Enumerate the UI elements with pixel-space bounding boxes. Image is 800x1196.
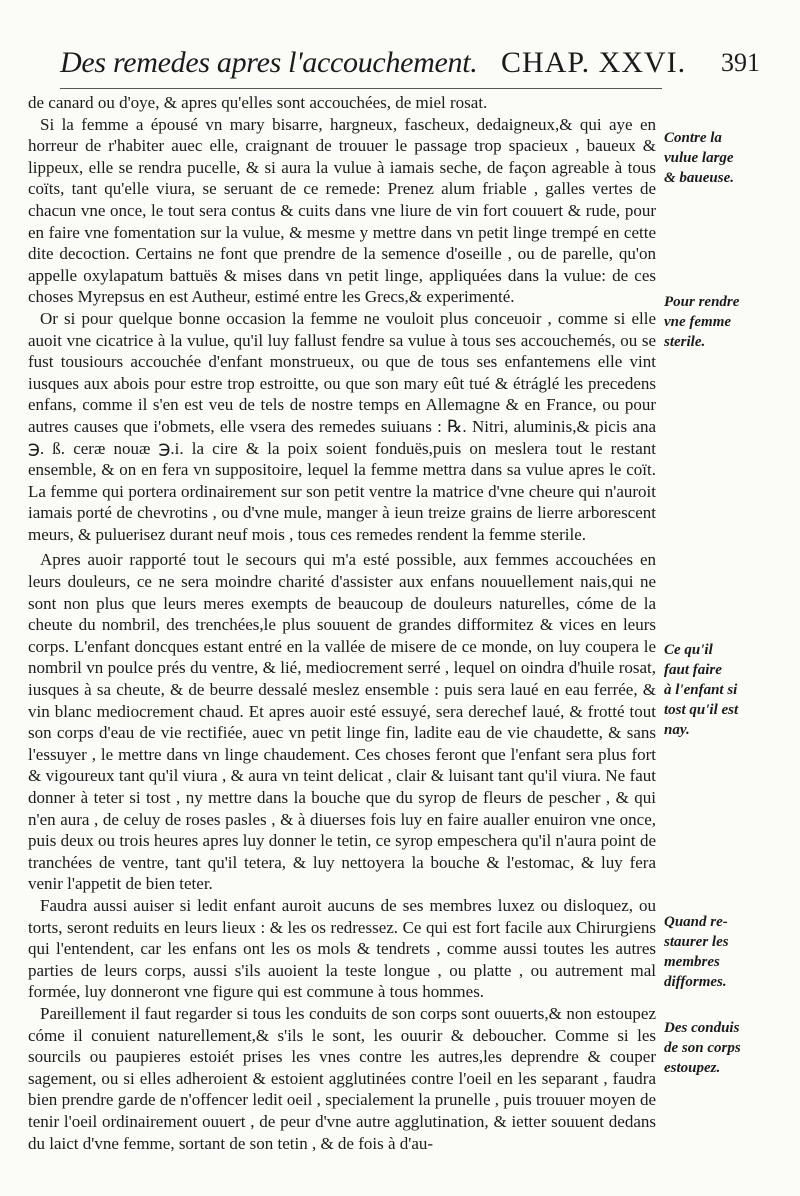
paragraph-newborn-care: Apres auoir rapporté tout le secours qui m'a esté possible, aux femmes accouchées en leurs douleurs, ce ne sera moindre charité d'assister aux enfans nouuellement nais,qui ne sont non plus que leurs meres exempts de beaucoup de douleurs naturelles, cóme de la cheute du nombril, des trenchées,le plus souuent de grandes difformitez & vices en leurs corps. L'enfant doncques estant entré en la vallée de misere de ce monde, on luy coupera le nombril vn poulce prés du ventre, & lié, mediocrement serré , lequel on oindra d'huile rosat, iusques à sa cheute, & de beurre dessalé meslez ensemble : puis sera laué en eau ferrée, & vin blanc mediocrement chaud. Et apres auoir esté essuyé, sera derechef laué, & frotté tout son corps d'eau de vie rectifiée, auec vn petit linge fin, ladite eau de vie chaudette, & sans l'essuyer , le mettre dans vn linge chaudement. Ces choses feront que l'enfant sera plus fort & vigoureux tant qu'il viura , & aura vn teint delicat , clair & luisant tant qu'il viura. Ne faut donner à teter si tost , ny mettre dans la bouche que du syrop de fleurs de pescher , & qui n'en aura , de celuy de roses pasles , & à diuerses fois luy en faire aualler enuiron vne once, puis deux ou trois heures apres luy donner le tetin, ce syrop empeschera qu'il n'aura point de tranchées de ventre, tant qu'il tetera, & luy nettoyera la bouche & l'estomac, & luy fera venir l'appetit de bien teter. [28, 550, 656, 894]
paragraph-sterile: Or si pour quelque bonne occasion la femme ne vouloit plus conceuoir , comme si elle auoit vne cicatrice à la vulue, qu'il luy fallust fendre sa vulue à tous ses accouchemés, ou se fust tousiours accouchée d'enfant monstrueux, ou que de tous ses enfantemens elle vint iusques aux abois pour estre trop estroitte, ou que son mary eût tué & étráglé les precedens enfans, comme il s'en est veu de tels de nostre temps en Allemagne & en France, ou pour autres causes que i'obmets, elle vsera des remedes suiuans : ℞. Nitri, aluminis,& picis ana ℈. ß. ceræ nouæ ℈.i. la cire & la poix soient fonduës,puis on meslera tout le restant ensemble, & on en fera vn suppositoire, lequel la femme mettra dans sa vulue apres le coït. La femme qui portera ordinairement sur son petit ventre la matrice d'vne cheure qui n'auroit iamais porté de chevrotins , ou d'vne mule, manger à ieun treize grains de lierre arborescent meurs, & puluerisez durant neuf mois , tous ces remedes rendent la femme sterile. [28, 308, 656, 544]
main-text [28, 92, 656, 1154]
margin-note-vulue: Contre la vulue large & baueuse. [664, 130, 735, 186]
header-rule [60, 88, 662, 89]
paragraph-pucelle: Si la femme a épousé vn mary bisarre, hargneux, fascheux, dedaigneux,& qui aye en horreur de r'habiter auec elle, craignant de trouuer le passage trop spacieux , baueux & lippeux, elle se rendra pucelle, & si aura la vulue à iamais seche, de façon agreable à tous coïts, tant qu'elle viura, se seruant de ce remede: Prenez alum friable , galles vertes de chacun vne once, le tout sera contus & cuits dans vne liure de vin fort couuert & rude, pour en faire vne fomentation sur la vulue, & mesme y mettre dans vn petit linge trempé en cette dite decoction. Certains ne font que prendre de la semence d'oseille , ou de parelle, qu'on appelle oxylapatum battuës & mises dans vn petit linge, appliquées dans la vulue: de ces choses Myrepsus en est Autheur, estimé entre les Grecs,& experimenté. [28, 114, 656, 307]
paragraph-continued: de canard ou d'oye, & apres qu'elles sont accouchées, de miel rosat. [28, 93, 488, 112]
paragraph-limbs: Faudra aussi auiser si ledit enfant auroit aucuns de ses membres luxez ou disloquez, ou torts, seront reduits en leurs lieux : & les os redressez. Ce qui est fort facile aux Chirurgiens qui l'entendent, car les enfans ont les os mols & tendrets , comme aussi toutes les autres parties de leurs corps, aussi s'ils auoient la teste longue , ou platte , ou autrement mal formée, luy donneront vne figure qui est commune à tous hommes. [28, 895, 656, 1002]
margin-note-conduits: Des conduis de son corps estoupez. [664, 1020, 741, 1076]
margin-note-enfant: Ce qu'il faut faire à l'enfant si tost qu'il est nay. [664, 642, 739, 738]
page-number: 391 [721, 48, 760, 77]
running-head [60, 46, 760, 86]
chapter-label: CHAP. XXVI. [500, 46, 687, 79]
margin-note-membres: Quand re- staurer les membres difformes. [664, 914, 729, 990]
running-head-title: Des remedes apres l'accouchement. [60, 46, 478, 79]
paragraph-conduits: Pareillement il faut regarder si tous les conduits de son corps sont ouuerts,& non estoupez cóme il conuient naturellement,& s'ils le sont, les ouurir & deboucher. Comme si les sourcils ou paupieres estoiét prises les vnes contre les autres,les deprendre & couper sagement, ou si elles adheroient & estoient agglutinées contre l'oeil en les separant , faudra bien prendre garde de n'offencer ledit oeil , specialement la prunelle , puis trouuer moyen de tenir l'oeil ordinairement ouuert , de peur d'vne autre agglutination, & ietter souuent dedans du laict d'vne femme, sortant de son tetin , & de fois à d'au- [28, 1003, 656, 1153]
margin-note-sterile: Pour rendre vne femme sterile. [664, 294, 740, 350]
